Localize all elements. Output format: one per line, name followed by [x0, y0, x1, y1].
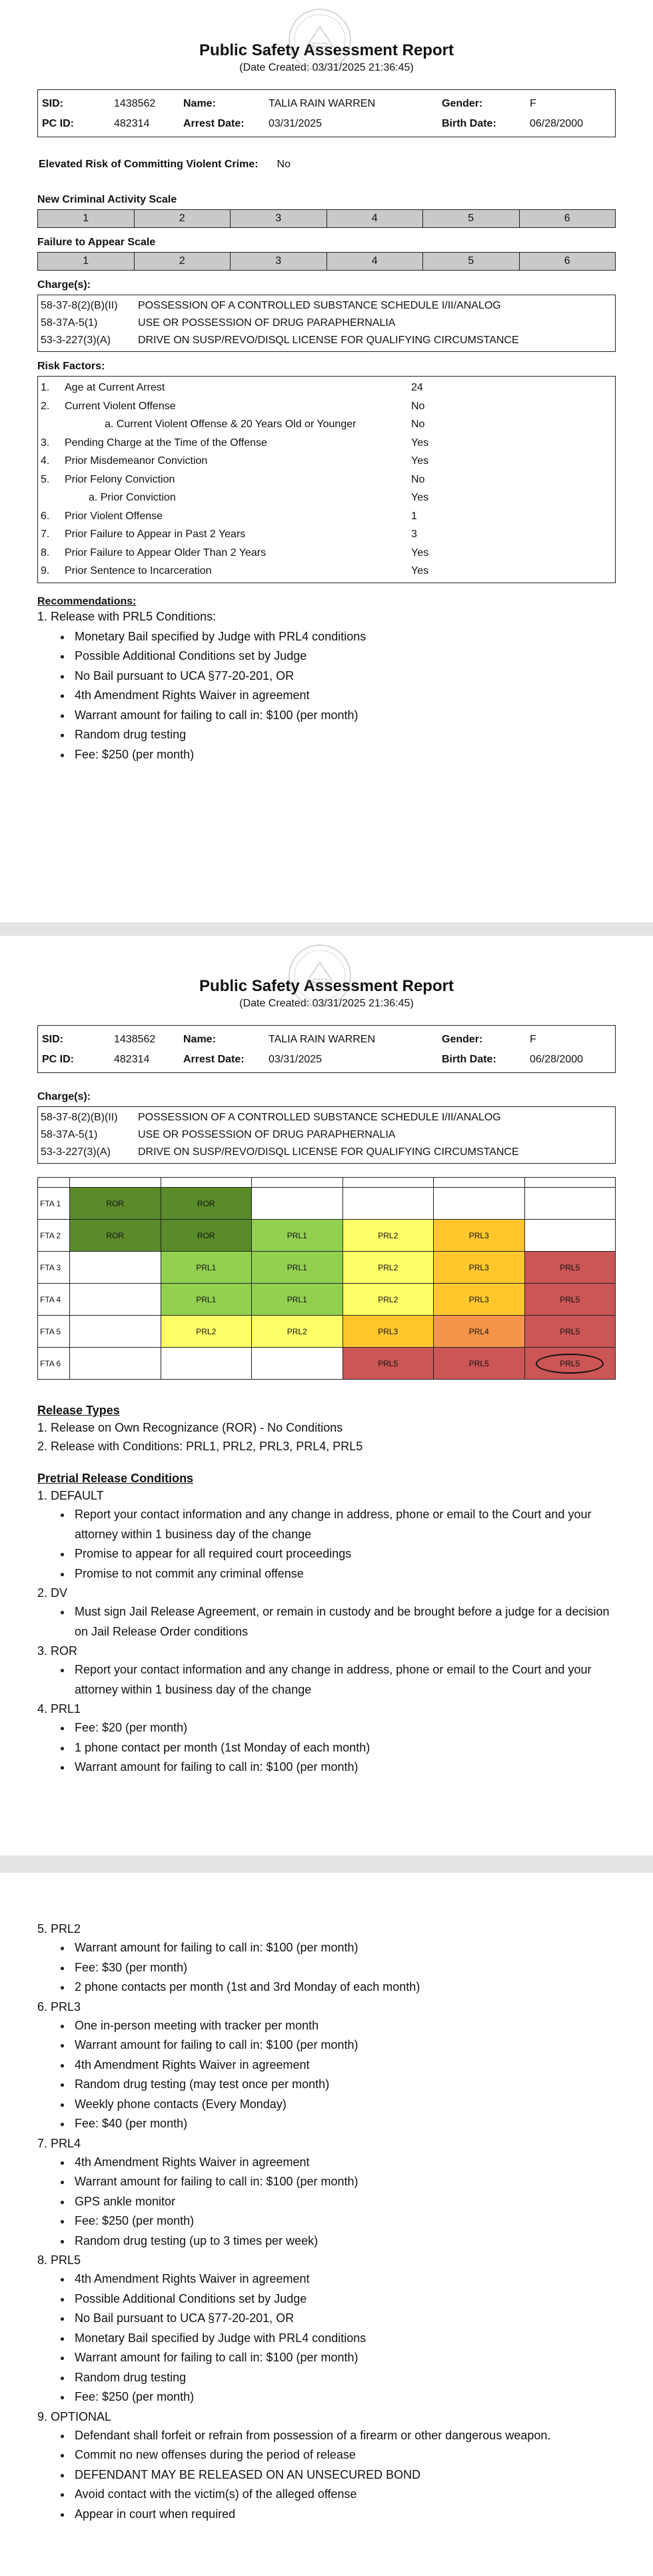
elevated-risk [37, 159, 616, 171]
matrix-row-label: FTA 6 [38, 1348, 70, 1380]
charge-desc: USE OR POSSESSION OF DRUG PARAPHERNALIA [138, 1129, 396, 1140]
matrix-cell [342, 1188, 434, 1220]
fta-step: 6 [564, 255, 570, 267]
condition-item: • 2 phone contacts per month (1st and 3rd Monday of each month) [72, 1977, 616, 1997]
condition-item: • Warrant amount for failing to call in: $100 (per month) [72, 2348, 616, 2368]
report-title: Public Safety Assessment Report [199, 977, 454, 995]
report-date: (Date Created: 03/31/2025 21:36:45) [239, 62, 414, 73]
matrix-row [38, 1252, 616, 1284]
name-label: Name: [183, 98, 216, 109]
pcid-value: 482314 [114, 1054, 150, 1065]
condition-level-heading: 4. PRL1 [37, 1702, 81, 1716]
condition-item: • One in-person meeting with tracker per month [72, 2016, 616, 2036]
nca-step: 4 [327, 210, 424, 227]
matrix-cell [252, 1188, 343, 1220]
rf-num: 3. [41, 437, 50, 449]
name-value: TALIA RAIN WARREN [269, 98, 376, 109]
condition-item: • 4th Amendment Rights Waiver in agreement [72, 2153, 616, 2173]
rf-label: Current Violent Offense [65, 400, 176, 412]
matrix-cell [161, 1348, 252, 1380]
rf-label: Age at Current Arrest [65, 382, 165, 393]
charges-box [37, 295, 616, 352]
matrix-row [38, 1220, 616, 1252]
nca-step: 5 [423, 210, 520, 227]
matrix-cell [70, 1316, 161, 1348]
recommendations-label: Recommendations: [37, 595, 137, 607]
matrix-cell: ROR [70, 1188, 161, 1220]
matrix-cell: PRL2 [342, 1284, 434, 1316]
rf-value: Yes [411, 492, 429, 503]
nca-step: 1 [38, 210, 135, 227]
condition-level-heading: 8. PRL5 [37, 2253, 81, 2267]
matrix-header-cell [38, 1178, 70, 1188]
birth-date-label: Birth Date: [442, 118, 496, 129]
condition-item: • Warrant amount for failing to call in: $100 (per month) [72, 2035, 616, 2055]
risk-factor-row [41, 562, 612, 581]
birth-date-label: Birth Date: [442, 1054, 496, 1065]
pretrial-sections [37, 1920, 616, 2524]
rf-num: 8. [41, 547, 50, 559]
matrix-cell [70, 1252, 161, 1284]
matrix-cell: PRL2 [342, 1252, 434, 1284]
elevated-risk-value: No [277, 159, 291, 170]
matrix-cell: PRL5 [342, 1348, 434, 1380]
risk-factors-box [37, 376, 616, 583]
charges-label: Charge(s): [37, 279, 91, 291]
pretrial-conditions-label: Pretrial Release Conditions [37, 1472, 194, 1485]
risk-factor-row [41, 434, 612, 453]
risk-factor-row [41, 525, 612, 544]
matrix-row-label: FTA 5 [38, 1316, 70, 1348]
nca-step: 6 [564, 213, 570, 224]
charge-desc: POSSESSION OF A CONTROLLED SUBSTANCE SCHEDULE I/II/ANALOG [138, 300, 501, 311]
recommendation-item: • Monetary Bail specified by Judge with PRL4 conditions [72, 627, 616, 647]
condition-list [37, 1602, 616, 1642]
risk-factor-row [41, 544, 612, 563]
matrix-cell: PRL3 [434, 1252, 525, 1284]
matrix-cell: PRL5 [524, 1284, 616, 1316]
matrix-cell: ROR [161, 1188, 252, 1220]
report-page-1 [0, 0, 653, 922]
condition-item: • Commit no new offenses during the period of release [72, 2445, 616, 2465]
court-seal-icon [287, 7, 353, 73]
pretrial-sections [37, 1486, 616, 1778]
rf-num: 9. [41, 565, 50, 577]
condition-list [37, 2269, 616, 2407]
fta-step: 2 [135, 253, 231, 270]
risk-factor-row [41, 415, 612, 434]
matrix-cell: PRL3 [342, 1316, 434, 1348]
release-matrix [37, 1177, 616, 1380]
condition-item: • Weekly phone contacts (Every Monday) [72, 2095, 616, 2115]
matrix-row-label: FTA 3 [38, 1252, 70, 1284]
recommendation-list [37, 627, 616, 765]
charges-label: Charge(s): [37, 1091, 91, 1102]
matrix-cell: ROR [70, 1220, 161, 1252]
rf-value: 3 [411, 529, 417, 540]
arrest-date-label: Arrest Date: [183, 118, 245, 129]
nca-step: 3 [231, 210, 327, 227]
arrest-date-value: 03/31/2025 [269, 118, 323, 129]
condition-item: • Fee: $250 (per month) [72, 2387, 616, 2407]
rf-value: 1 [411, 510, 417, 522]
condition-item: • Must sign Jail Release Agreement, or remain in custody and be brought before a judge for a decision on Jail Release Order conditions [72, 1602, 616, 1642]
rf-value: Yes [411, 437, 429, 449]
gender-value: F [530, 98, 536, 109]
condition-item: • Promise to appear for all required court proceedings [72, 1544, 616, 1564]
charge-code: 58-37A-5(1) [41, 317, 98, 329]
charge-code: 53-3-227(3)(A) [41, 1146, 111, 1158]
rf-num: 6. [41, 510, 50, 522]
matrix-row-label: FTA 1 [38, 1188, 70, 1220]
charge-desc: DRIVE ON SUSP/REVO/DISQL LICENSE FOR QUALIFYING CIRCUMSTANCE [138, 1146, 519, 1158]
matrix-row-label: FTA 4 [38, 1284, 70, 1316]
recommendation-item: • Warrant amount for failing to call in: $100 (per month) [72, 706, 616, 726]
fta-scale [37, 252, 616, 271]
identity-box [37, 89, 616, 137]
recommendation-item: • No Bail pursuant to UCA §77-20-201, OR [72, 666, 616, 686]
rf-num [41, 489, 65, 507]
matrix-cell [70, 1284, 161, 1316]
condition-list [37, 1660, 616, 1700]
charge-row [41, 1109, 612, 1126]
rf-value: Yes [411, 455, 429, 467]
condition-item: • 1 phone contact per month (1st Monday of each month) [72, 1738, 616, 1758]
rf-num: 5. [41, 473, 50, 485]
risk-factor-row [41, 507, 612, 526]
matrix-cell: PRL1 [161, 1284, 252, 1316]
rf-num: 7. [41, 529, 50, 540]
condition-item: • GPS ankle monitor [72, 2192, 616, 2212]
recommendation-item: • Fee: $250 (per month) [72, 745, 616, 765]
matrix-cell: ROR [161, 1220, 252, 1252]
condition-item: • Warrant amount for failing to call in: $100 (per month) [72, 1938, 616, 1958]
matrix-cell: PRL5 [524, 1252, 616, 1284]
report-date: (Date Created: 03/31/2025 21:36:45) [239, 998, 414, 1009]
matrix-cell: PRL4 [434, 1316, 525, 1348]
condition-level-heading: 5. PRL2 [37, 1922, 81, 1935]
gender-label: Gender: [442, 1034, 483, 1045]
fta-scale-label: Failure to Appear Scale [37, 237, 156, 248]
condition-list [37, 2153, 616, 2251]
rf-label: Prior Failure to Appear in Past 2 Years [65, 529, 246, 540]
matrix-cell: PRL2 [342, 1220, 434, 1252]
matrix-cell: PRL2 [161, 1316, 252, 1348]
gender-label: Gender: [442, 98, 483, 109]
matrix-cell [524, 1348, 616, 1380]
rf-label: Prior Felony Conviction [65, 473, 175, 485]
condition-item: • Random drug testing (may test once per month) [72, 2075, 616, 2095]
pcid-label: PC ID: [42, 118, 74, 129]
rf-value: No [411, 419, 425, 430]
release-types-label: Release Types [37, 1404, 120, 1417]
fta-step: 1 [38, 253, 135, 270]
identity-box [37, 1025, 616, 1073]
condition-item: • Report your contact information and any change in address, phone or email to the Court and your attorney within 1 business day of the change [72, 1660, 616, 1700]
matrix-header-cell [524, 1178, 616, 1188]
charge-row [41, 297, 612, 315]
fta-step: 5 [423, 253, 520, 270]
recommendation-item: • 4th Amendment Rights Waiver in agreement [72, 686, 616, 706]
condition-item: • Avoid contact with the victim(s) of the alleged offense [72, 2485, 616, 2505]
report-page-3 [0, 1873, 653, 2576]
sid-label: SID: [42, 98, 63, 109]
rf-value: No [411, 473, 425, 485]
birth-date-value: 06/28/2000 [530, 1054, 584, 1065]
condition-item: • Monetary Bail specified by Judge with PRL4 conditions [72, 2329, 616, 2349]
risk-factor-row [41, 452, 612, 471]
nca-scale [37, 209, 616, 228]
condition-level-heading: 2. DV [37, 1586, 68, 1600]
charge-row [41, 332, 612, 349]
matrix-cell: PRL5 [524, 1316, 616, 1348]
rf-value: Yes [411, 565, 429, 577]
risk-factor-row [41, 379, 612, 397]
rf-label: Prior Misdemeanor Conviction [65, 455, 208, 467]
condition-item: • DEFENDANT MAY BE RELEASED ON AN UNSECURED BOND [72, 2465, 616, 2485]
elevated-risk-label: Elevated Risk of Committing Violent Crime: [39, 159, 259, 170]
risk-factor-row [41, 471, 612, 489]
rf-num: 4. [41, 455, 50, 467]
charges-box [37, 1106, 616, 1164]
condition-item: • Promise to not commit any criminal offense [72, 1564, 616, 1584]
matrix-cell: PRL2 [252, 1316, 343, 1348]
report-title: Public Safety Assessment Report [199, 41, 454, 59]
charge-code: 58-37-8(2)(B)(II) [41, 1112, 118, 1123]
rf-num: 1. [41, 382, 50, 393]
risk-factor-row [41, 489, 612, 507]
risk-factors-label: Risk Factors: [37, 361, 105, 372]
charge-code: 53-3-227(3)(A) [41, 335, 111, 346]
arrest-date-value: 03/31/2025 [269, 1054, 323, 1065]
matrix-row [38, 1316, 616, 1348]
condition-item: • Random drug testing [72, 2368, 616, 2388]
condition-item: • Fee: $20 (per month) [72, 1718, 616, 1738]
condition-list [37, 1938, 616, 1997]
court-seal-icon [287, 942, 353, 1009]
condition-item: • 4th Amendment Rights Waiver in agreement [72, 2055, 616, 2075]
fta-step: 4 [327, 253, 424, 270]
pcid-label: PC ID: [42, 1054, 74, 1065]
condition-item: • Fee: $40 (per month) [72, 2114, 616, 2134]
sid-label: SID: [42, 1034, 63, 1045]
recommendation-heading: 1. Release with PRL5 Conditions: [37, 609, 217, 623]
nca-scale-label: New Criminal Activity Scale [37, 194, 177, 205]
release-type-item: 1. Release on Own Recognizance (ROR) - No Conditions [37, 1421, 343, 1434]
matrix-row [38, 1188, 616, 1220]
rf-label: Pending Charge at the Time of the Offense [65, 437, 267, 449]
matrix-header-cell [342, 1178, 434, 1188]
matrix-row [38, 1348, 616, 1380]
charge-row [41, 1126, 612, 1144]
charge-desc: USE OR POSSESSION OF DRUG PARAPHERNALIA [138, 317, 396, 329]
name-label: Name: [183, 1034, 216, 1045]
charge-desc: POSSESSION OF A CONTROLLED SUBSTANCE SCHEDULE I/II/ANALOG [138, 1112, 501, 1123]
condition-item: • Fee: $30 (per month) [72, 1958, 616, 1978]
matrix-cell: PRL1 [161, 1252, 252, 1284]
rf-value: 24 [411, 382, 423, 393]
rf-value: No [411, 400, 425, 412]
selected-matrix-cell: PRL5 [536, 1354, 604, 1374]
rf-label: Prior Violent Offense [65, 510, 163, 522]
matrix-cell: PRL5 [434, 1348, 525, 1380]
matrix-cell [524, 1188, 616, 1220]
condition-level-heading: 7. PRL4 [37, 2136, 81, 2150]
condition-item: • Warrant amount for failing to call in: $100 (per month) [72, 2172, 616, 2192]
risk-factor-row [41, 397, 612, 416]
condition-item: • Appear in court when required [72, 2505, 616, 2525]
matrix-header-cell [252, 1178, 343, 1188]
condition-item: • Possible Additional Conditions set by Judge [72, 2289, 616, 2309]
matrix-cell [252, 1348, 343, 1380]
pcid-value: 482314 [114, 118, 150, 129]
arrest-date-label: Arrest Date: [183, 1054, 245, 1065]
matrix-row [38, 1284, 616, 1316]
condition-item: • Warrant amount for failing to call in: $100 (per month) [72, 1758, 616, 1778]
fta-step: 3 [231, 253, 327, 270]
matrix-header-row [38, 1178, 616, 1188]
rf-value: Yes [411, 547, 429, 559]
matrix-cell [524, 1220, 616, 1252]
matrix-row-label: FTA 2 [38, 1220, 70, 1252]
condition-item: • Report your contact information and any change in address, phone or email to the Court and your attorney within 1 business day of the change [72, 1505, 616, 1544]
matrix-cell [70, 1348, 161, 1380]
condition-item: • 4th Amendment Rights Waiver in agreement [72, 2269, 616, 2289]
matrix-header-cell [161, 1178, 252, 1188]
nca-step: 2 [135, 210, 231, 227]
condition-level-heading: 3. ROR [37, 1644, 78, 1658]
rf-label: a. Current Violent Offense & 20 Years Old or Younger [105, 419, 356, 430]
name-value: TALIA RAIN WARREN [269, 1034, 376, 1045]
condition-list [37, 1505, 616, 1584]
recommendation-item: • Possible Additional Conditions set by Judge [72, 646, 616, 666]
charge-code: 58-37A-5(1) [41, 1129, 98, 1140]
matrix-cell: PRL1 [252, 1220, 343, 1252]
condition-item: • No Bail pursuant to UCA §77-20-201, OR [72, 2309, 616, 2329]
sid-value: 1438562 [114, 98, 156, 109]
condition-level-heading: 9. OPTIONAL [37, 2409, 112, 2423]
matrix-cell: PRL1 [252, 1252, 343, 1284]
condition-level-heading: 6. PRL3 [37, 1999, 81, 2013]
charge-desc: DRIVE ON SUSP/REVO/DISQL LICENSE FOR QUALIFYING CIRCUMSTANCE [138, 335, 519, 346]
matrix-header-cell [70, 1178, 161, 1188]
condition-list [37, 2426, 616, 2525]
condition-list [37, 1718, 616, 1778]
matrix-cell [434, 1188, 525, 1220]
rf-label: a. Prior Conviction [89, 492, 176, 503]
report-page-2 [0, 936, 653, 1856]
charge-row [41, 1144, 612, 1161]
rf-num: 2. [41, 400, 50, 412]
condition-item: • Defendant shall forfeit or refrain from possession of a firearm or other dangerous weapon. [72, 2426, 616, 2446]
birth-date-value: 06/28/2000 [530, 118, 584, 129]
recommendation-item: • Random drug testing [72, 725, 616, 745]
matrix-cell: PRL3 [434, 1220, 525, 1252]
matrix-cell: PRL3 [434, 1284, 525, 1316]
charge-code: 58-37-8(2)(B)(II) [41, 300, 118, 311]
condition-level-heading: 1. DEFAULT [37, 1489, 104, 1502]
matrix-header-cell [434, 1178, 525, 1188]
matrix-cell: PRL1 [252, 1284, 343, 1316]
release-type-item: 2. Release with Conditions: PRL1, PRL2, PRL3, PRL4, PRL5 [37, 1440, 363, 1453]
condition-item: • Random drug testing (up to 3 times per week) [72, 2231, 616, 2251]
condition-item: • Fee: $250 (per month) [72, 2211, 616, 2231]
rf-label: Prior Sentence to Incarceration [65, 565, 212, 577]
sid-value: 1438562 [114, 1034, 156, 1045]
rf-label: Prior Failure to Appear Older Than 2 Years [65, 547, 267, 559]
charge-row [41, 315, 612, 332]
gender-value: F [530, 1034, 536, 1045]
rf-num [41, 415, 65, 434]
condition-list [37, 2016, 616, 2134]
